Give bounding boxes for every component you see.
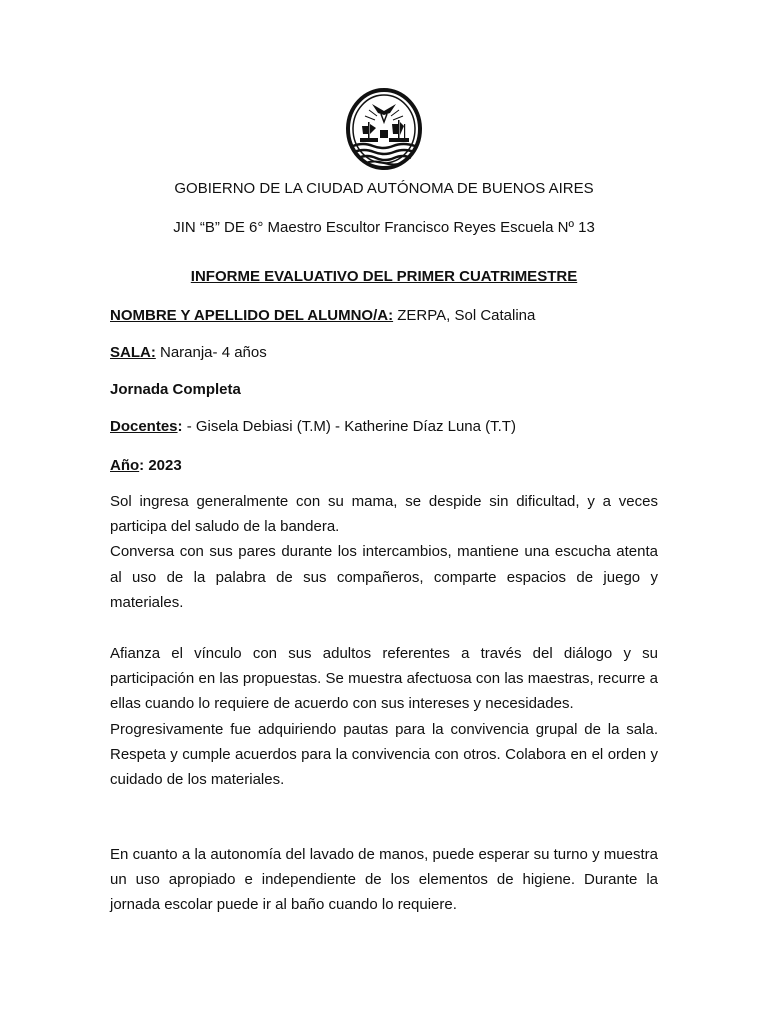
paragraph-line: En cuanto a la autonomía del lavado de manos, puede esperar su turno y muestra un uso apropiado e independiente de los elementos de higiene. Durante la jornada escolar puede ir al baño cuando lo requiere.: [110, 846, 658, 914]
teachers-line: [110, 418, 516, 435]
paragraph-line: Afianza el vínculo con sus adultos referentes a través del diálogo y su participación en las propuestas. Se muestra afectuosa con las maestras, recurre a ellas cuando lo requiere de acuerdo con sus intereses y necesidades.: [110, 645, 658, 713]
room-line: [110, 344, 267, 361]
paragraph-line: Sol ingresa generalmente con su mama, se despide sin dificultad, y a veces participa del saludo de la bandera.: [110, 493, 658, 536]
paragraph-line: Progresivamente fue adquiriendo pautas para la convivencia grupal de la sala. Respeta y cumple acuerdos para la convivencia con otros. Colabora en el orden y cuidado de los materiales.: [110, 720, 658, 789]
year-value: : 2023: [139, 457, 182, 474]
student-name-line: [110, 307, 535, 324]
student-name-value: ZERPA, Sol Catalina: [393, 307, 536, 324]
room-value: Naranja- 4 años: [155, 344, 267, 361]
student-name-label: NOMBRE Y APELLIDO DEL ALUMNO/A:: [110, 307, 394, 324]
schedule-line: Jornada Completa: [110, 381, 241, 398]
year-line: [110, 457, 182, 474]
teachers-label: Docentes: [110, 418, 178, 435]
report-title: INFORME EVALUATIVO DEL PRIMER CUATRIMESTRE: [190, 268, 578, 285]
paragraph-bonds: [110, 641, 658, 792]
school-heading: JIN “B” DE 6° Maestro Escultor Francisco Reyes Escuela Nº 13: [173, 219, 595, 236]
paragraph-hygiene: [110, 842, 658, 918]
teachers-colon: :: [177, 418, 183, 435]
government-heading: GOBIERNO DE LA CIUDAD AUTÓNOMA DE BUENOS AIRES: [174, 180, 594, 197]
paragraph-adaptation: [110, 489, 658, 615]
paragraph-line: Conversa con sus pares durante los intercambios, mantiene una escucha atenta al uso de la palabra de sus compañeros, comparte espacios de juego y materiales.: [110, 543, 658, 611]
buenos-aires-coat-of-arms-icon: [345, 86, 423, 170]
year-label: Año: [110, 457, 140, 474]
teachers-value: - Gisela Debiasi (T.M) - Katherine Díaz Luna (T.T): [182, 418, 516, 435]
room-label: SALA:: [110, 344, 156, 361]
